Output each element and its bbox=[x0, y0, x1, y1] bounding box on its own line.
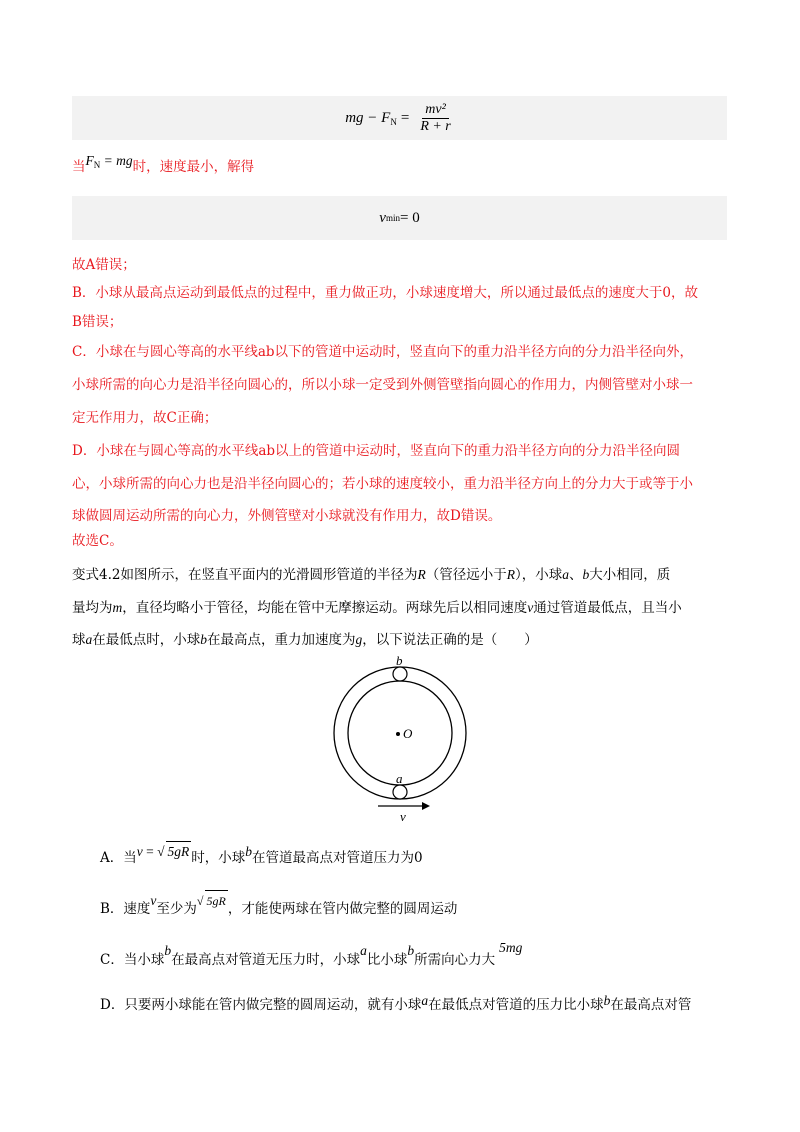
solution-a: 故A错误； bbox=[72, 257, 136, 273]
label-v: v bbox=[400, 809, 406, 824]
solution-answer: 故选C。 bbox=[72, 533, 123, 549]
velocity-arrow-head bbox=[422, 802, 430, 810]
solution-d-line2: 心，小球所需的向心力也是沿半径向圆心的；若小球的速度较小，重力沿半径方向上的分力大于或等于小 bbox=[72, 476, 693, 492]
solution-d-line1: D．小球在与圆心等高的水平线ab以上的管道中运动时，竖直向下的重力沿半径方向的分力沿半径向圆 bbox=[72, 443, 681, 459]
inner-tube-wall bbox=[348, 681, 452, 785]
condition-line: 当$F_N$ = mg时，速度最小，解得 bbox=[72, 153, 255, 175]
fn-expression: $F_N$ = mg bbox=[85, 153, 133, 170]
eq1-left: mg − $F_N$ bbox=[345, 109, 397, 127]
label-b: b bbox=[396, 655, 403, 668]
eq1-denominator: R + r bbox=[420, 118, 451, 134]
circular-tube-figure bbox=[320, 655, 480, 825]
solution-c-line2: 小球所需的向心力是沿半径向圆心的，所以小球一定受到外侧管壁指向圆心的作用力，内侧管壁对小球一 bbox=[72, 377, 693, 393]
label-o: O bbox=[403, 726, 413, 741]
option-c[interactable]: C．当小球b在最高点对管道无压力时，小球a比小球b所需向心力大5mg bbox=[100, 940, 523, 968]
equation-box-vmin: v min = 0 bbox=[72, 196, 727, 240]
center-point bbox=[396, 732, 400, 736]
problem-line1: 变式4.2如图所示，在竖直平面内的光滑圆形管道的半径为R（管径远小于R），小球a、b大小相同，质 bbox=[72, 567, 671, 583]
option-b[interactable]: B．速度v至少为√ 5gR ，才能使两球在管内做完整的圆周运动 bbox=[100, 898, 457, 919]
option-a[interactable]: A．当v = √ 5gR 时，小球b在管道最高点对管道压力为0 bbox=[100, 847, 423, 868]
eq1-numerator: mv² bbox=[422, 102, 449, 119]
problem-line2: 量均为m，直径均略小于管径，均能在管中无摩擦运动。两球先后以相同速度v通过管道最低点，且当小 bbox=[72, 600, 682, 616]
solution-c-line3: 定无作用力，故C正确； bbox=[72, 410, 218, 426]
eq1-equals: = bbox=[400, 109, 410, 126]
eq1-fraction bbox=[417, 102, 453, 135]
problem-line3: 球a在最低点时，小球b在最高点，重力加速度为g，以下说法正确的是（ ） bbox=[72, 632, 538, 648]
ball-b bbox=[393, 667, 407, 681]
option-d[interactable]: D．只要两小球能在管内做完整的圆周运动，就有小球a在最低点对管道的压力比小球b在最高点对管 bbox=[100, 993, 692, 1013]
solution-b-line1: B．小球从最高点运动到最低点的过程中，重力做正功，小球速度增大，所以通过最低点的速度大于0，故 bbox=[72, 285, 699, 301]
ball-a bbox=[393, 785, 407, 799]
label-a: a bbox=[396, 771, 403, 786]
solution-b-line2: B错误； bbox=[72, 314, 123, 330]
equation-box-force bbox=[72, 96, 727, 140]
solution-c-line1: C．小球在与圆心等高的水平线ab以下的管道中运动时，竖直向下的重力沿半径方向的分力沿半径向外， bbox=[72, 344, 694, 360]
solution-d-line3: 球做圆周运动所需的向心力，外侧管壁对小球就没有作用力，故D错误。 bbox=[72, 508, 502, 524]
